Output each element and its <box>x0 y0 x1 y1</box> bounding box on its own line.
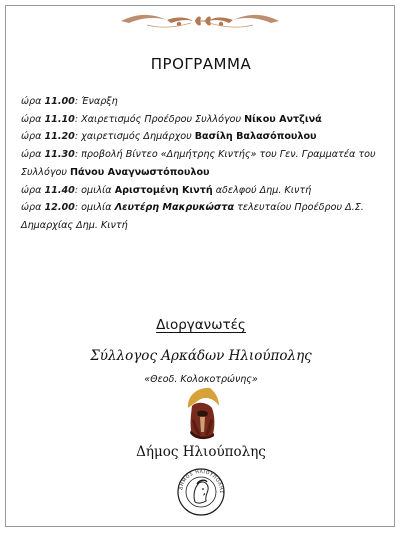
time-label: ώρα <box>21 184 45 196</box>
program-description: Χαιρετισμός Προέδρου Συλλόγου <box>81 113 245 125</box>
time-value: 12.00 <box>44 202 75 214</box>
time-separator: : <box>74 202 82 214</box>
time-value: 11.00 <box>44 96 75 107</box>
program-description: τελευταίου Προέδρου Δ.Σ. Δημαρχίας Δημ. Κιντή <box>21 202 364 231</box>
program-list <box>21 93 383 235</box>
speaker-name: Νίκου Αντζινά <box>244 113 322 125</box>
page-title: ΠΡΟΓΡΑΜΜΑ <box>150 55 252 73</box>
time-label: ώρα <box>21 96 45 107</box>
program-description: ομιλία <box>81 202 115 214</box>
program-item <box>21 146 383 181</box>
time-separator: : <box>74 96 82 107</box>
time-value: 11.10 <box>44 113 75 125</box>
program-time <box>21 202 81 213</box>
program-item <box>21 111 383 129</box>
program-time <box>21 149 81 160</box>
speaker-name: Πάνου Αναγνωστόπουλου <box>70 166 210 178</box>
program-description: χαιρετισμός Δημάρχου <box>81 131 195 143</box>
association-subtitle: «Θεοδ. Κολοκοτρώνης» <box>144 374 258 385</box>
time-separator: : <box>74 131 82 143</box>
program-time <box>21 96 81 107</box>
speaker-name: Αριστομένη Κιντή <box>114 184 213 196</box>
time-value: 11.20 <box>44 131 75 143</box>
program-item <box>21 199 383 234</box>
time-value: 11.30 <box>44 149 75 161</box>
program-time <box>21 114 81 125</box>
time-separator: : <box>74 149 82 161</box>
time-separator: : <box>74 113 82 125</box>
time-label: ώρα <box>21 131 45 143</box>
program-description: ομιλία <box>81 184 115 196</box>
program-description: προβολή Βίντεο «Δημήτρης Κιντής» του Γεν. Γραμματέα του Συλλόγου <box>21 149 376 178</box>
svg-text:ΔΗΜΟΣ ΗΛΙΟΥΠΟΛΗΣ: ΔΗΜΟΣ ΗΛΙΟΥΠΟΛΗΣ <box>179 469 224 494</box>
program-time <box>21 185 81 196</box>
top-ornament-icon <box>117 11 283 31</box>
program-item <box>21 182 383 200</box>
speaker-name: Βασίλη Βαλασόπουλου <box>194 131 317 143</box>
program-time <box>21 131 81 142</box>
organizers-heading: Διοργανωτές <box>156 317 246 333</box>
program-description: αδελφού Δημ. Κιντή <box>212 184 312 196</box>
time-label: ώρα <box>21 149 45 161</box>
municipality-name: Δήμος Ηλιούπολης <box>136 444 266 460</box>
time-label: ώρα <box>21 202 45 214</box>
time-label: ώρα <box>21 113 45 125</box>
time-separator: : <box>74 184 82 196</box>
program-item <box>21 128 383 146</box>
program-item <box>21 93 383 111</box>
program-description: Έναρξη <box>81 96 118 107</box>
corinthian-helmet-icon <box>179 386 223 442</box>
speaker-name: Λευτέρη Μακρυκώστα <box>114 202 235 214</box>
municipality-seal-icon <box>177 468 225 516</box>
association-name: Σύλλογος Αρκάδων Ηλιούπολης <box>90 348 312 364</box>
time-value: 11.40 <box>44 184 75 196</box>
